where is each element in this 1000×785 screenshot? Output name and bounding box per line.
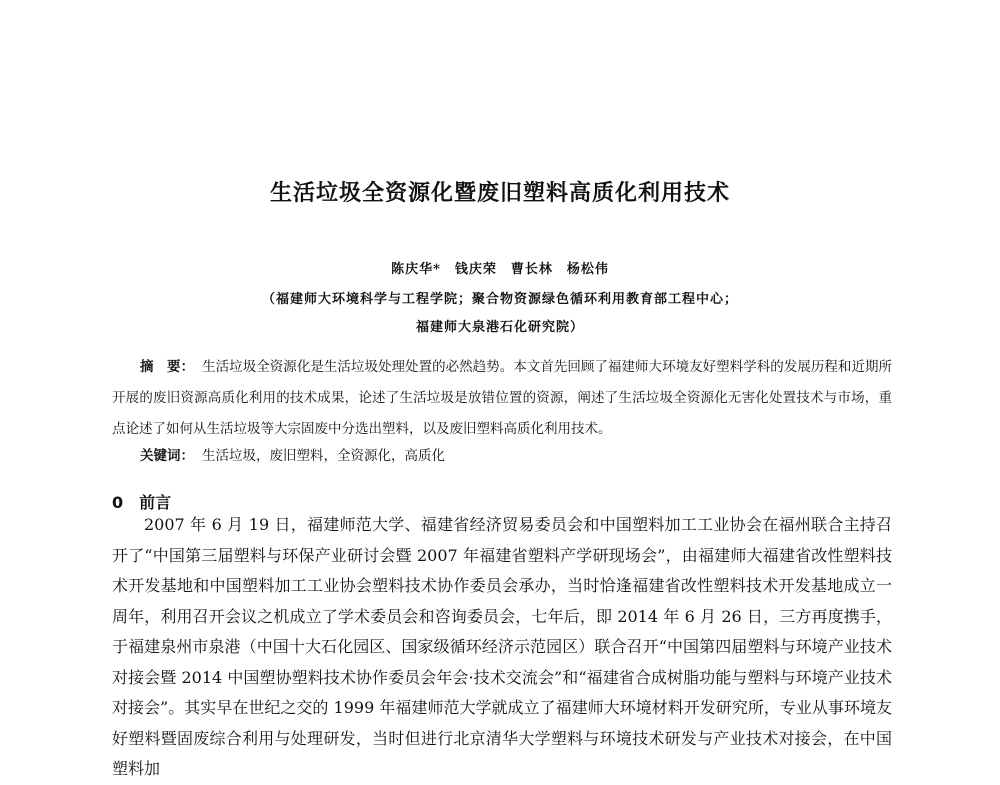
affiliation-line-2: 福建师大泉港石化研究院） [415,320,584,335]
keywords-text: 生活垃圾，废旧塑料，全资源化，高质化 [202,448,445,464]
section-paragraph: 2007 年 6 月 19 日，福建师范大学、福建省经济贸易委员会和中国塑料加工工业协会在福州联合主持召开了“中国第三届塑料与环保产业研讨会暨 2007 年福建省塑料产学研现场会”，由福建师大福建省改性塑料技术开发基地和中国塑料加工工业协会塑料技术协作委员会承办，当时恰逢福建省改性塑料技术开发基地成立一周年，利用召开会议之机成立了学术委员会和咨询委员会，七年后，即 2014 年 6 月 26 日，三方再度携手，于福建泉州市泉港（中国十大石化园区、国家级循环经济示范园区）联合召开“中国第四届塑料与环境产业技术对接会暨 2014 中国塑协塑料技术协作委员会年会·技术交流会”和“福建省合成树脂功能与塑料与环境产业技术对接会”。其实早在世纪之交的 1999 年福建师范大学就成立了福建师大环境材料开发研究所，专业从事环境友好塑料暨固废综合利用与处理研发，当时但进行北京清华大学塑料与环境技术研发与产业技术对接会，在中国塑料加 [112,515,892,778]
abstract-block [112,352,892,445]
affiliation-line-1: （福建师大环境科学与工程学院；聚合物资源绿色循环利用教育部工程中心； [261,292,738,307]
abstract-text: 生活垃圾全资源化是生活垃圾处理处置的必然趋势。本文首先回顾了福建师大环境友好塑料学科的发展历程和近期所开展的废旧资源高质化利用的技术成果，论述了生活垃圾是放错位置的资源，阐述了生活垃圾全资源化无害化处置技术与市场，重点论述了如何从生活垃圾等大宗固废中分选出塑料，以及废旧塑料高质化利用技术。 [112,359,893,437]
abstract-label: 摘 要： [140,359,195,375]
author-list: 陈庆华* 钱庆荣 曹长林 杨松伟 [391,262,609,277]
section-heading: 0 前言 [112,493,172,512]
paper-title: 生活垃圾全资源化暨废旧塑料高质化利用技术 [269,181,730,206]
keywords-block [140,444,445,464]
keywords-label: 关键词： [140,448,194,464]
